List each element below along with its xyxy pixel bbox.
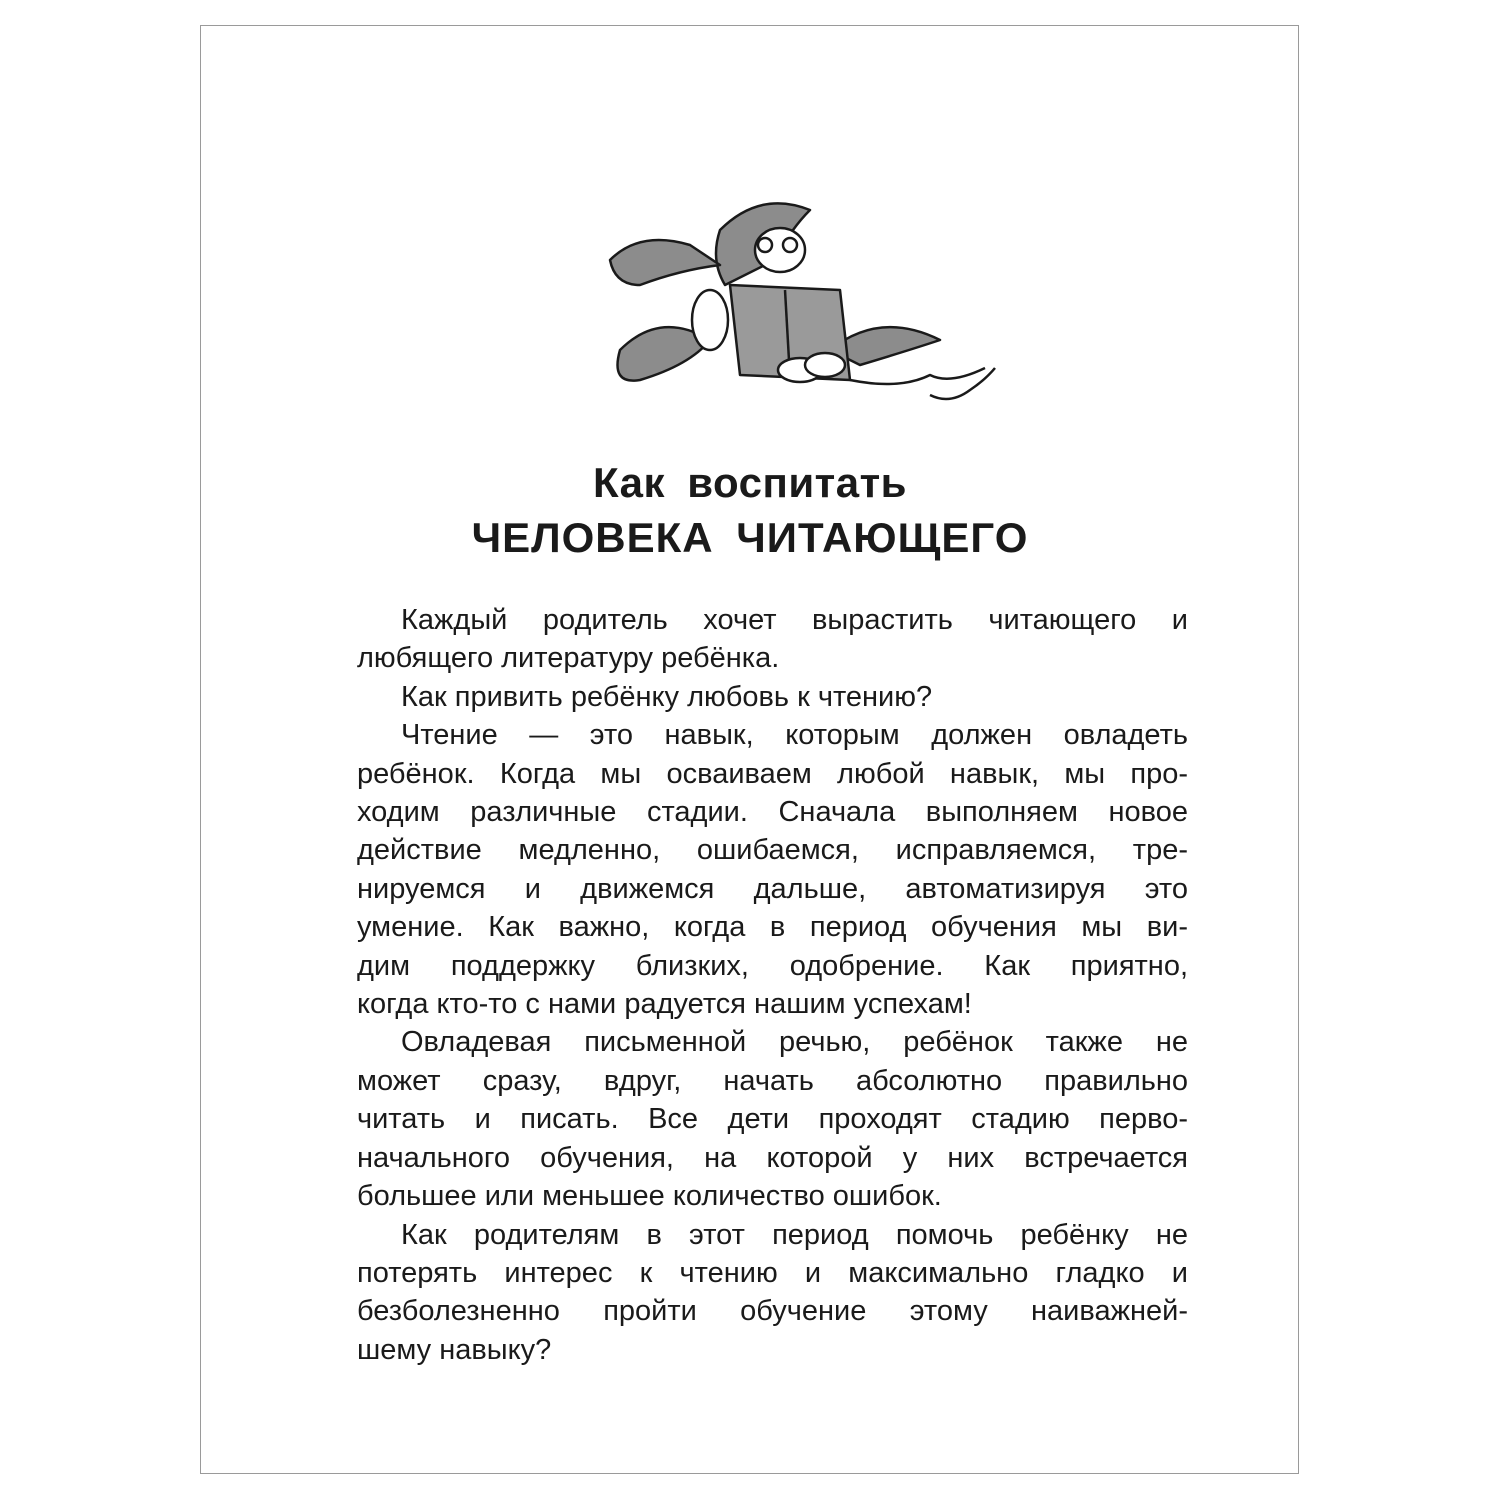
text-line: начального обучения, на которой у них встречается [357,1141,1188,1174]
text-line: читать и писать. Все дети проходят стадию перво- [357,1103,1188,1136]
text-line: любящего литературу ребёнка. [357,642,780,675]
text-line: нируемся и движемся дальше, автоматизируя это [357,872,1188,905]
body-text [357,601,1188,1369]
paragraph [357,716,1188,1023]
text-line: может сразу, вдруг, начать абсолютно правильно [357,1064,1188,1097]
text-line: шему навыку? [357,1333,552,1366]
paragraph [357,601,1188,678]
paragraph [357,678,1188,716]
text-line: дим поддержку близких, одобрение. Как приятно, [357,949,1188,982]
text-line: Овладевая письменной речью, ребёнок также не [401,1026,1188,1059]
gnome-reading-illustration [600,190,1000,405]
paragraph [357,1023,1188,1215]
text-line: Как привить ребёнку любовь к чтению? [401,680,933,713]
text-line: умение. Как важно, когда в период обучения мы ви- [357,911,1188,944]
text-line: Чтение — это навык, которым должен овладеть [401,719,1188,752]
text-line: Как родителям в этот период помочь ребёнку не [401,1218,1188,1251]
text-line: большее или меньшее количество ошибок. [357,1180,942,1213]
text-line: безболезненно пройти обучение этому наиважней- [357,1295,1188,1328]
text-line: ребёнок. Когда мы осваиваем любой навык, мы про- [357,757,1188,790]
page-title-line2: ЧЕЛОВЕКА ЧИТАЮЩЕГО [471,514,1029,561]
text-line: Каждый родитель хочет вырастить читающего и [401,604,1188,636]
page-title-line1: Как воспитать [593,459,907,506]
text-line: когда кто-то с нами радуется нашим успехам! [357,988,972,1021]
paragraph [357,1216,1188,1370]
text-line: действие медленно, ошибаемся, исправляемся, тре- [357,834,1188,867]
text-line: потерять интерес к чтению и максимально гладко и [357,1256,1188,1289]
text-line: ходим различные стадии. Сначала выполняем новое [357,796,1188,829]
